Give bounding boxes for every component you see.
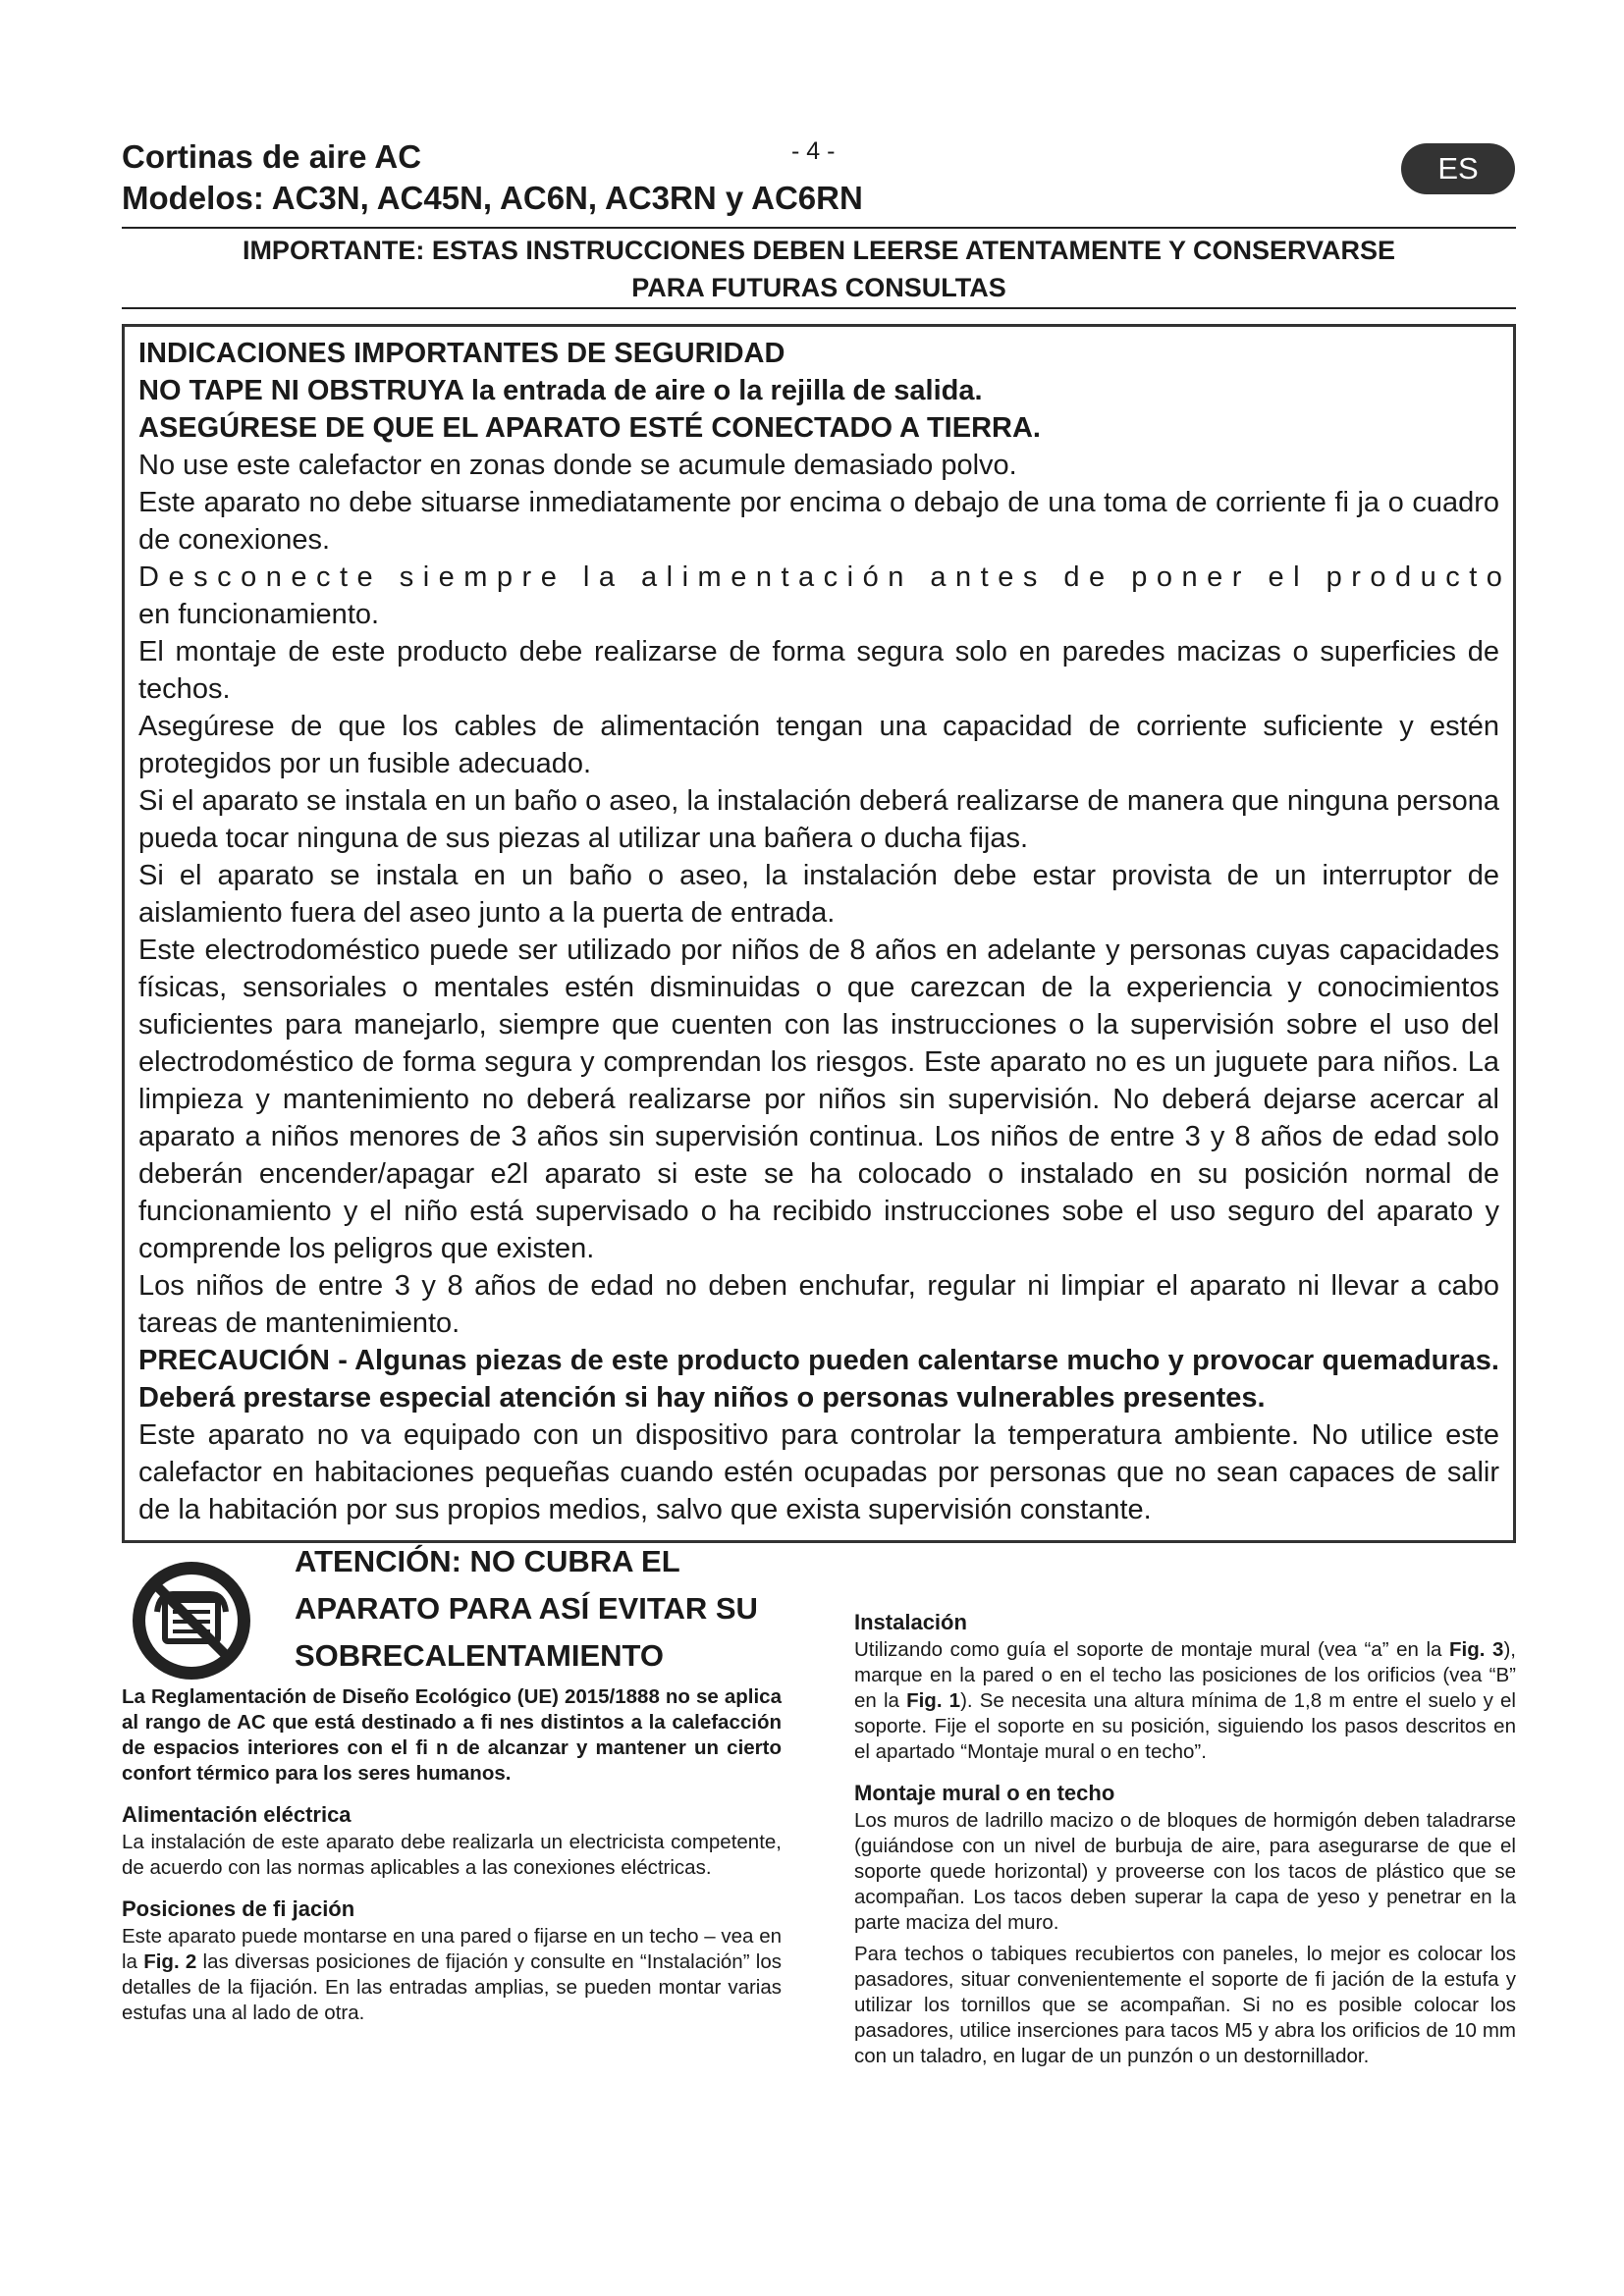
safety-paragraph: Si el aparato se instala en un baño o aseo, la instalación debe estar provista de un interruptor de aislamiento fuera del aseo junto a la puerta de entrada. bbox=[138, 860, 1499, 929]
mounting-text-ceilings: Para techos o tabiques recubiertos con paneles, lo mejor es colocar los pasadores, situar convenientemente el soporte de fi jación de la estufa y utilizar los tornillos que se acompañan. Si no es posible colocar los pasadores, utilice inserciones para tacos M5 y abra los orificios de 10 mm con un taladro, en lugar de un punzón o un destornillador. bbox=[854, 1943, 1516, 2067]
important-notice-line2: PARA FUTURAS CONSULTAS bbox=[631, 273, 1006, 302]
models-title: Modelos: AC3N, AC45N, AC6N, AC3RN y AC6RN bbox=[122, 180, 863, 216]
safety-warning-earth: ASEGÚRESE DE QUE EL APARATO ESTÉ CONECTADO A TIERRA. bbox=[138, 412, 1041, 444]
important-notice bbox=[122, 232, 1516, 306]
figure-reference: Fig. 3 bbox=[1449, 1638, 1504, 1661]
important-notice-line1: IMPORTANTE: ESTAS INSTRUCCIONES DEBEN LEERSE ATENTAMENTE Y CONSERVARSE bbox=[242, 236, 1396, 265]
attention-warning bbox=[295, 1538, 805, 1680]
installation-heading: Instalación bbox=[854, 1610, 967, 1634]
top-rule bbox=[122, 227, 1516, 229]
safety-paragraph: Asegúrese de que los cables de alimentación tengan una capacidad de corriente suficiente y estén protegidos por un fusible adecuado. bbox=[138, 711, 1499, 779]
fixing-text-part: Este aparato puede montarse en una pared o fijarse en un techo – vea en la bbox=[122, 1925, 782, 1973]
power-supply-heading: Alimentación eléctrica bbox=[122, 1802, 352, 1827]
attention-line3: SOBRECALENTAMIENTO bbox=[295, 1638, 665, 1673]
figure-reference: Fig. 2 bbox=[143, 1950, 197, 1973]
attention-line2: APARATO PARA ASÍ EVITAR SU bbox=[295, 1591, 758, 1626]
safety-paragraph: en funcionamiento. bbox=[138, 599, 380, 630]
fixing-positions-text bbox=[122, 1924, 782, 2026]
installation-text-part: ), marque en la pared o en el techo las posiciones de los orificios (vea “B” en la bbox=[854, 1638, 1516, 1712]
safety-paragraph: Si el aparato se instala en un baño o aseo, la instalación deberá realizarse de manera que ninguna persona pueda tocar ninguna de sus piezas al utilizar una bañera o ducha fijas. bbox=[138, 785, 1499, 854]
safety-paragraph: Los niños de entre 3 y 8 años de edad no deben enchufar, regular ni limpiar el aparato ni llevar a cabo tareas de mantenimiento. bbox=[138, 1270, 1499, 1339]
do-not-cover-icon bbox=[126, 1555, 257, 1686]
safety-paragraph: Este aparato no debe situarse inmediatamente por encima o debajo de una toma de corriente fi ja o cuadro de conexiones. bbox=[138, 487, 1499, 556]
right-column bbox=[854, 1608, 1516, 2069]
mounting-text-walls: Los muros de ladrillo macizo o de bloques de hormigón deben taladrarse (guiándose con un nivel de burbuja de aire, para asegurarse de que el soporte quede horizontal) y proveerse con los tacos de plástico que se acompañan. Los tacos deben superar la capa de yeso y penetrar en la parte maciza del muro. bbox=[854, 1809, 1516, 1934]
left-column bbox=[122, 1684, 782, 2026]
safety-paragraph: Desconecte siempre la alimentación antes de poner el producto bbox=[138, 561, 1512, 593]
page-number: - 4 - bbox=[791, 137, 836, 165]
attention-line1: ATENCIÓN: NO CUBRA EL bbox=[295, 1544, 680, 1578]
power-supply-text: La instalación de este aparato debe realizarla un electricista competente, de acuerdo con las normas aplicables a las conexiones eléctricas. bbox=[122, 1831, 782, 1879]
ecodesign-notice: La Reglamentación de Diseño Ecológico (UE) 2015/1888 no se aplica al rango de AC que está destinado a fi nes distintos a la calefacción de espacios interiores con el fi n de alcanzar y mantener un cierto confort térmico para los seres humanos. bbox=[122, 1685, 782, 1785]
mounting-heading: Montaje mural o en techo bbox=[854, 1781, 1115, 1805]
language-badge: ES bbox=[1401, 143, 1515, 194]
safety-warning-obstruct: NO TAPE NI OBSTRUYA la entrada de aire o la rejilla de salida. bbox=[138, 375, 983, 406]
safety-paragraph: Este aparato no va equipado con un dispositivo para controlar la temperatura ambiente. No utilice este calefactor en habitaciones pequeñas cuando estén ocupadas por personas que no sean capaces de salir de la habitación por sus propios medios, salvo que exista supervisión constante. bbox=[138, 1419, 1499, 1525]
safety-instructions-box bbox=[122, 324, 1516, 1543]
figure-reference: Fig. 1 bbox=[906, 1689, 961, 1712]
safety-paragraph: No use este calefactor en zonas donde se acumule demasiado polvo. bbox=[138, 450, 1017, 481]
safety-paragraph: El montaje de este producto debe realizarse de forma segura solo en paredes macizas o superficies de techos. bbox=[138, 636, 1499, 705]
safety-instructions bbox=[138, 335, 1512, 1528]
bottom-rule bbox=[122, 307, 1516, 309]
installation-text-part: ). Se necesita una altura mínima de 1,8 m entre el suelo y el soporte. Fije el soporte en su posición, siguiendo los pasos descritos en el apartado “Montaje mural o en techo”. bbox=[854, 1689, 1516, 1763]
caution-warning: PRECAUCIÓN - Algunas piezas de este producto pueden calentarse mucho y provocar quemaduras. Deberá prestarse especial atención si hay niños o personas vulnerables presentes. bbox=[138, 1345, 1499, 1414]
document-title: Cortinas de aire AC bbox=[122, 138, 422, 175]
installation-text-part: Utilizando como guía el soporte de montaje mural (vea “a” en la bbox=[854, 1638, 1450, 1661]
fixing-positions-heading: Posiciones de fi jación bbox=[122, 1896, 355, 1921]
fixing-text-part: las diversas posiciones de fijación y consulte en “Instalación” los detalles de la fijación. En las entradas amplias, se pueden montar varias estufas una al lado de otra. bbox=[122, 1950, 782, 2024]
safety-paragraph: Este electrodoméstico puede ser utilizado por niños de 8 años en adelante y personas cuyas capacidades físicas, sensoriales o mentales estén disminuidas o que carezcan de la experiencia y conocimientos suficientes para manejarlo, siempre que cuenten con las instrucciones o la supervisión sobre el uso del electrodoméstico de forma segura y comprendan los riesgos. Este aparato no es un juguete para niños. La limpieza y mantenimiento no deberá realizarse por niños sin supervisión. No deberá dejarse acercar al aparato a niños menores de 3 años sin supervisión continua. Los niños de entre 3 y 8 años de edad solo deberán encender/apagar e2l aparato si este se ha colocado o instalado en su posición normal de funcionamiento y el niño está supervisado o ha recibido instrucciones sobe el uso seguro del aparato y comprende los peligros que existen. bbox=[138, 934, 1499, 1264]
installation-text bbox=[854, 1637, 1516, 1765]
safety-heading: INDICACIONES IMPORTANTES DE SEGURIDAD bbox=[138, 338, 785, 369]
